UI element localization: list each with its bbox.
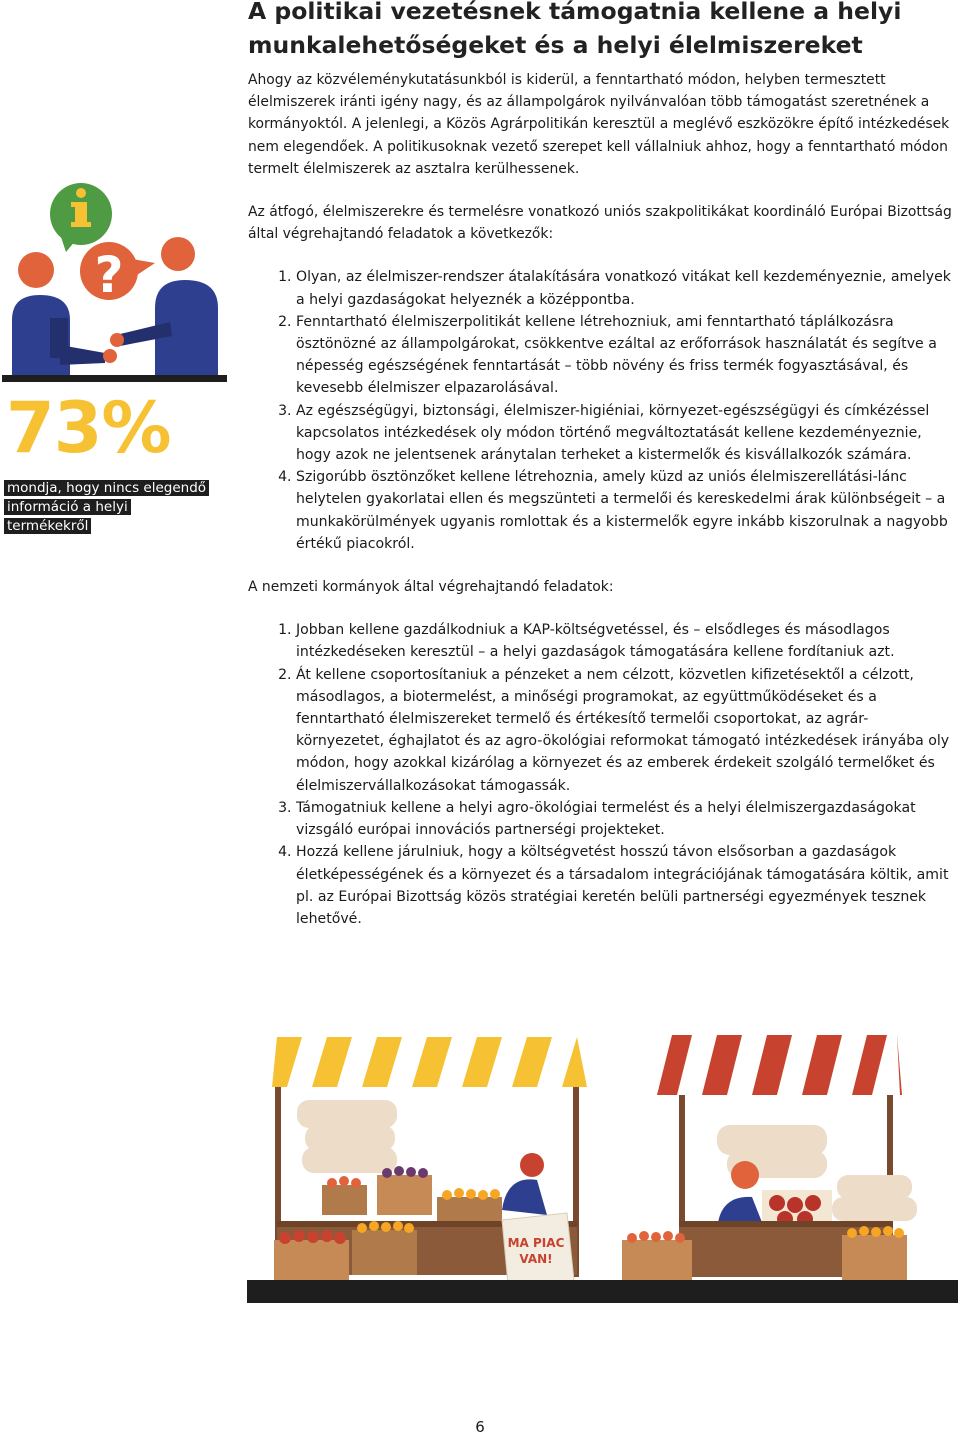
left-sacks bbox=[297, 1100, 397, 1173]
stat-caption bbox=[4, 479, 214, 536]
left-produce-crates bbox=[322, 1166, 502, 1227]
market-sign-line2: VAN! bbox=[519, 1252, 553, 1266]
national-task-item: 1. Jobban kellene gazdálkodniuk a KAP-költségvetéssel, és – elsődleges és másodlagos intézkedéseken keresztül – a helyi gazdaságok támogatására kellene fordítaniuk azt. bbox=[296, 619, 956, 663]
national-task-item: 4. Hozzá kellene járulniuk, hogy a költségvetést hosszú távon elsősorban a gazdaságok életképességének és a környezet és a társadalom integrációjának támogatására költik, amit pl. az Európai Bizottság közös stratégiai keretén belüli partnerségi egyezmények tesznek lehetővé. bbox=[296, 841, 956, 930]
conversation-illustration bbox=[0, 170, 230, 385]
eu-task-item: 4. Szigorúbb ösztönzőket kellene létrehoznia, amely küzd az uniós élelmiszerellátási-lánc helytelen gyakorlatai ellen és megszünteti a termelői és kereskedelmi árak különbségeit – a munkakörülmények ugyanis romlottak és a kistermelők egyre inkább kiszorulnak a nagyobb értékű piacokról. bbox=[296, 466, 956, 555]
left-vendor bbox=[502, 1153, 547, 1215]
eu-task-item: 1. Olyan, az élelmiszer-rendszer átalakítására vonatkozó vitákat kell kezdeményeznie, amelyek a helyi gazdaságokat helyeznék a középpontba. bbox=[296, 266, 956, 310]
market-sign-line1: MA PIAC bbox=[507, 1236, 565, 1250]
market-illustration bbox=[247, 1025, 958, 1303]
survey-illustration bbox=[0, 170, 230, 530]
market-ground bbox=[247, 1280, 958, 1303]
svg-text:?: ? bbox=[94, 246, 124, 304]
intro-paragraph: Ahogy az közvéleménykutatásunkból is kiderül, a fenntartható módon, helyben termesztett élelmiszerek iránti igény nagy, és az állampolgárok nyilvánvalóan több támogatást szeretnének a kormányoktól. A jelenlegi, a Közös Agrárpolitikán keresztül a meglévő eszközökre építő intézkedések nem elegendőek. A politikusoknak vezető szerepet kell vállalniuk ahhoz, hogy a fenntartható módon termelt élelmiszerek az asztalra kerülhessenek. bbox=[248, 72, 950, 177]
national-task-item: 2. Át kellene csoportosítaniuk a pénzeket a nem célzott, közvetlen kifizetésektől a célzott, másodlagos, a biotermelést, a minőségi programokat, az együttműködéseket és a fenntartható élelmiszereket termelő és értékesítő termelői csoportokat, az agrár-környezetet, éghajlatot és az agro-ökológiai reformokat támogató intézkedések irányába oly módon, hogy azokkal kizárólag a környezet és az emberek érdekeit szolgáló termelőket és élelmiszervállalkozásokat támogassák. bbox=[296, 664, 956, 797]
eu-tasks-intro: Az átfogó, élelmiszerekre és termelésre vonatkozó uniós szakpolitikákat koordináló Európai Bizottság által végrehajtandó feladatok a következők: bbox=[248, 204, 952, 243]
question-bubble-icon bbox=[80, 242, 155, 304]
eu-task-item: 3. Az egészségügyi, biztonsági, élelmiszer-higiéniai, környezet-egészségügyi és címkézéssel kapcsolatos intézkedések oly módon történő megváltoztatását kellene kezdeményeznie, hogy azok ne jelentsenek aránytalan terheket a kistermelők és kisvállalkozók számára. bbox=[296, 400, 956, 467]
ground-line bbox=[2, 375, 227, 382]
eu-task-item: 2. Fenntartható élelmiszerpolitikát kellene létrehozniuk, ami fenntartható táplálkozásra ösztönözné az állampolgárokat, csökkentve ezáltal az erőforrások használatát és segítve a népesség egészségének fenntartását – több növény és friss termék fogyasztásával, és kevesebb élelmiszer elpazarolásával. bbox=[296, 311, 956, 400]
page-number: 6 bbox=[475, 1418, 485, 1436]
info-bubble-icon bbox=[50, 183, 112, 252]
main-column bbox=[248, 0, 956, 930]
national-tasks-intro: A nemzeti kormányok által végrehajtandó feladatok: bbox=[248, 579, 614, 596]
national-task-list bbox=[248, 619, 956, 930]
stat-caption-text: mondja, hogy nincs elegendő információ a helyi termékekről bbox=[4, 480, 209, 534]
market-stalls-illustration bbox=[247, 1025, 958, 1303]
page-title: A politikai vezetésnek támogatnia kellene a helyi munkalehetőségeket és a helyi élelmiszereket bbox=[248, 0, 902, 59]
eu-task-list bbox=[248, 266, 956, 555]
national-task-item: 3. Támogatniuk kellene a helyi agro-ökológiai termelést és a helyi élelmiszergazdaságokat vizsgáló európai innovációs partnerségi projekteket. bbox=[296, 797, 956, 841]
stat-percentage: 73% bbox=[6, 387, 171, 469]
